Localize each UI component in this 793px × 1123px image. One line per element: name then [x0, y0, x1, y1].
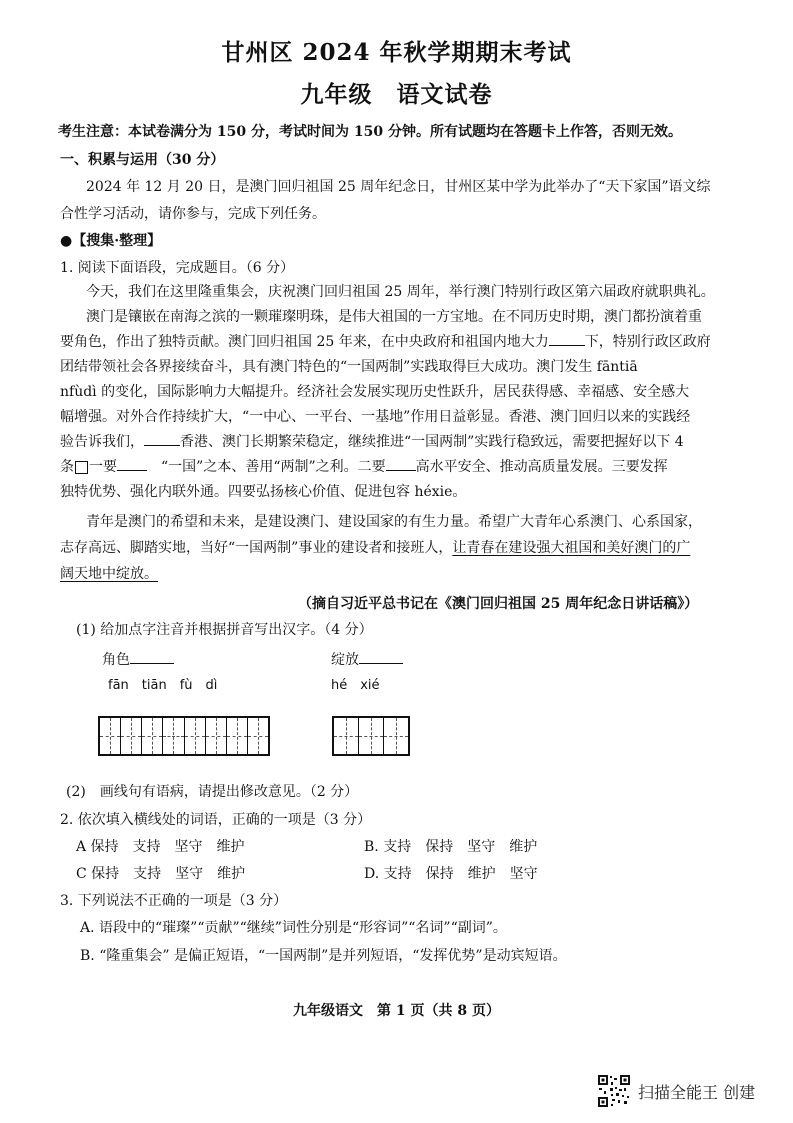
q1-passage-line7	[60, 432, 684, 452]
q1-passage-line3-tail: 下，特别行政区政府	[584, 334, 711, 350]
fill-blank-1[interactable]	[549, 345, 585, 346]
grid-cell[interactable]	[142, 718, 163, 754]
q1-passage-line8	[60, 457, 668, 477]
word1-text: 角色	[102, 652, 130, 668]
section1-intro-line2: 合性学习活动，请你参与，完成下列任务。	[60, 206, 326, 222]
page-footer: 九年级语文 第 1 页（共 8 页）	[293, 1003, 500, 1019]
grid-cell[interactable]	[384, 718, 408, 754]
q2-option-b[interactable]: B. 支持 保持 坚守 维护	[364, 839, 538, 855]
fill-blank-3[interactable]	[117, 470, 147, 471]
word2-label	[331, 650, 403, 670]
q1-passage-line4: 团结带领社会各界接续奋斗，具有澳门特色的“一国两制”实践取得巨大成功。澳门发生 fāntiā	[60, 359, 638, 375]
exam-subtitle: 九年级 语文试卷	[300, 81, 493, 108]
passage-source: （摘自习近平总书记在《澳门回归祖国 25 周年纪念日讲话稿》）	[298, 596, 699, 612]
grid-cell[interactable]	[121, 718, 142, 754]
q3-option-a[interactable]: A. 语段中的“璀璨”“贡献”“继续”词性分别是“形容词”“名词”“副词”。	[80, 920, 507, 936]
q1-passage-line10: 青年是澳门的希望和未来，是建设澳门、建设国家的有生力量。希望广大青年心系澳门、心系国家，	[86, 514, 702, 530]
q3-stem: 3. 下列说法不正确的一项是（3 分）	[60, 893, 288, 909]
fill-blank-4[interactable]	[386, 470, 416, 471]
q1-passage-line5: nfùdì 的变化，国际影响力大幅提升。经济社会发展实现历史性跃升，居民获得感、幸福感、安全感大	[60, 384, 690, 400]
section1-heading: 一、积累与运用（30 分）	[60, 152, 225, 168]
grid-cell[interactable]	[248, 718, 268, 754]
q1-passage-line3	[60, 332, 711, 352]
q1-passage-line8-b: 一要	[89, 459, 117, 475]
q1-passage-line8-a: 条	[60, 459, 74, 475]
pinyin-group-2: hé xié	[331, 678, 380, 693]
word2-pinyin-blank[interactable]	[359, 663, 403, 664]
word2-text: 绽放	[331, 652, 359, 668]
q1-sub1: (1) 给加点字注音并根据拼音写出汉字。（4 分）	[76, 622, 373, 638]
grid-cell[interactable]	[206, 718, 227, 754]
square-box-mark	[75, 461, 88, 474]
q1-passage-line9: 独特优势、强化内联外通。四要弘扬核心价值、促进包容 héxie。	[60, 484, 467, 500]
qr-code-icon	[597, 1074, 631, 1108]
q1-passage-line8-d: 高水平安全、推动高质量发展。三要发挥	[415, 459, 668, 475]
writing-grid-4-chars[interactable]	[98, 716, 270, 756]
word1-label	[102, 650, 174, 670]
underlined-sentence-part1: 让青春在建设强大祖国和美好澳门的广	[452, 540, 691, 556]
q1-passage-line7-text: 验告诉我们，	[60, 434, 144, 450]
pinyin-group-1: fān tiān fù dì	[108, 678, 218, 693]
q1-passage-line1: 今天，我们在这里隆重集会，庆祝澳门回归祖国 25 周年，举行澳门特别行政区第六届政府就职典礼。	[86, 284, 715, 300]
exam-title: 甘州区 2024 年秋学期期末考试	[221, 39, 572, 66]
q2-option-c[interactable]: C 保持 支持 坚守 维护	[76, 866, 246, 882]
scanner-watermark: 扫描全能王 创建	[638, 1083, 756, 1102]
exam-notice: 考生注意：本试卷满分为 150 分，考试时间为 150 分钟。所有试题均在答题卡上作答，否则无效。	[58, 124, 682, 140]
grid-cell[interactable]	[163, 718, 184, 754]
word1-pinyin-blank[interactable]	[130, 663, 174, 664]
q1-passage-line11-text: 志存高远、脚踏实地，当好“一国两制”事业的建设者和接班人，	[60, 540, 453, 556]
q1-passage-line7-tail: 香港、澳门长期繁荣稳定，继续推进“一国两制”实践行稳致远，需要把握好以下 4	[180, 434, 684, 450]
fill-blank-2[interactable]	[144, 445, 180, 446]
q2-option-d[interactable]: D. 支持 保持 维护 坚守	[364, 866, 538, 882]
underlined-sentence-part2: 阔天地中绽放。	[60, 566, 158, 582]
q1-passage-line6: 幅增强。对外合作持续扩大，“一中心、一平台、一基地”作用日益彰显。香港、澳门回归以来的实践经	[60, 409, 691, 425]
q2-option-a[interactable]: A 保持 支持 坚守 维护	[76, 839, 245, 855]
q1-passage-line2: 澳门是镶嵌在南海之滨的一颗璀璨明珠，是伟大祖国的一方宝地。在不同历史时期，澳门都扮演着重	[86, 309, 702, 325]
grid-cell[interactable]	[334, 718, 359, 754]
q1-sub2: (2) 画线句有语病，请提出修改意见。（2 分）	[66, 784, 359, 800]
grid-cell[interactable]	[359, 718, 384, 754]
q1-stem: 1. 阅读下面语段，完成题目。（6 分）	[60, 260, 295, 276]
section1-subheading: ●【搜集·整理】	[60, 233, 162, 249]
grid-cell[interactable]	[100, 718, 121, 754]
grid-cell[interactable]	[227, 718, 248, 754]
q1-passage-line11	[60, 538, 690, 558]
q2-stem: 2. 依次填入横线处的词语，正确的一项是（3 分）	[60, 812, 372, 828]
q3-option-b[interactable]: B. “隆重集会” 是偏正短语，“一国两制”是并列短语，“发挥优势”是动宾短语。	[80, 948, 567, 964]
grid-cell[interactable]	[185, 718, 206, 754]
writing-grid-2-chars[interactable]	[332, 716, 410, 756]
q1-passage-line8-c: “一国”之本、善用“两制”之利。二要	[161, 459, 386, 475]
section1-intro-line1: 2024 年 12 月 20 日，是澳门回归祖国 25 周年纪念日，甘州区某中学为此举办了“天下家国”语文综	[86, 179, 711, 195]
q1-passage-line3-text: 要角色，作出了独特贡献。澳门回归祖国 25 年来，在中央政府和祖国内地大力	[60, 334, 549, 350]
